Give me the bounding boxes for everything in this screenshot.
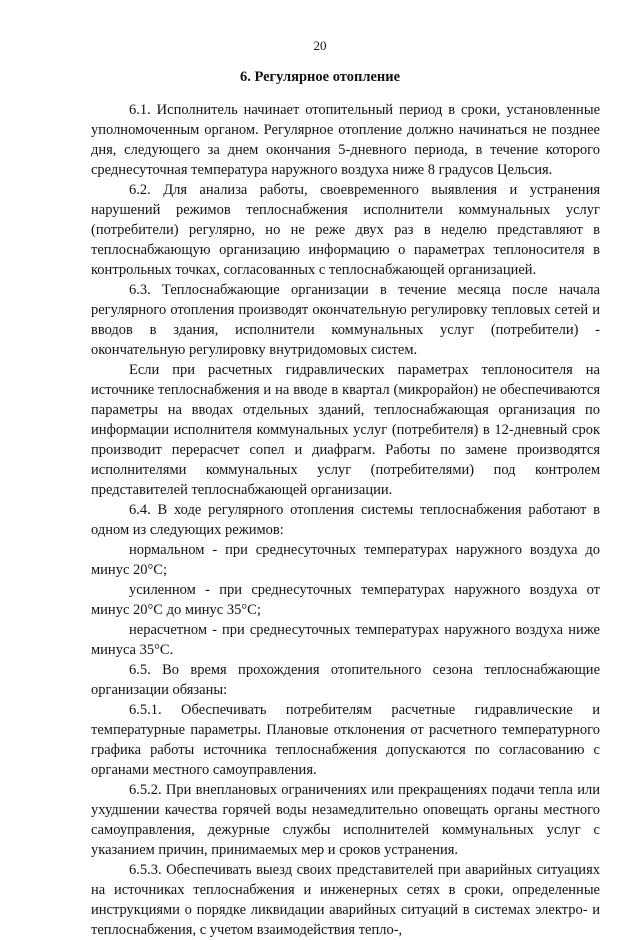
paragraph-6-5: 6.5. Во время прохождения отопительного сезона теплоснабжающие организации обязаны: — [91, 662, 600, 698]
paragraph-6-5-3: 6.5.3. Обеспечивать выезд своих представителей при аварийных ситуациях на источниках теплоснабжения и инженерных сетях в сроки, определенные инструкциями о порядке ликвидации аварийных ситуаций в системах электро- и теплоснабжения, с учетом взаимодействия тепло-, — [91, 862, 600, 938]
paragraph-6-4: 6.4. В ходе регулярного отопления системы теплоснабжения работают в одном из следующих режимов: — [91, 502, 600, 538]
paragraph-6-5-1: 6.5.1. Обеспечивать потребителям расчетные гидравлические и температурные параметры. Плановые отклонения от расчетного температурного графика работы источника теплоснабжения допускаются по согласованию с органами местного самоуправления. — [91, 702, 600, 778]
paragraph-6-1: 6.1. Исполнитель начинает отопительный период в сроки, установленные уполномоченным органом. Регулярное отопление должно начинаться не позднее дня, следующего за днем окончания 5-дневного периода, в течение которого среднесуточная температура наружного воздуха ниже 8 градусов Цельсия. — [91, 102, 600, 178]
body-text — [91, 100, 600, 940]
paragraph-6-3: 6.3. Теплоснабжающие организации в течение месяца после начала регулярного отопления производят окончательную регулировку тепловых сетей и вводов в здания, исполнители коммунальных услуг (потребители) - окончательную регулировку внутридомовых систем. — [91, 282, 600, 358]
paragraph-6-3-continued: Если при расчетных гидравлических параметрах теплоносителя на источнике теплоснабжения и на вводе в квартал (микрорайон) не обеспечиваются параметры на вводах отдельных зданий, теплоснабжающая организация по информации исполнителя коммунальных услуг (потребителя) в 12-дневный срок производит перерасчет сопел и диафрагм. Работы по замене производятся исполнителями коммунальных услуг (потребителями) под контролем представителей теплоснабжающей организации. — [91, 362, 600, 498]
mode-non-design: нерасчетном - при среднесуточных температурах наружного воздуха ниже минуса 35°С. — [91, 622, 600, 658]
mode-normal: нормальном - при среднесуточных температурах наружного воздуха до минус 20°С; — [91, 542, 600, 578]
page-number: 20 — [313, 38, 327, 53]
section-title: 6. Регулярное отопление — [239, 69, 401, 85]
paragraph-6-5-2: 6.5.2. При внеплановых ограничениях или прекращениях подачи тепла или ухудшении качества горячей воды незамедлительно оповещать органы местного самоуправления, дежурные службы исполнителей коммунальных услуг с указанием причин, принимаемых мер и сроков устранения. — [91, 782, 600, 858]
paragraph-6-2: 6.2. Для анализа работы, своевременного выявления и устранения нарушений режимов теплоснабжения исполнители коммунальных услуг (потребители) регулярно, но не реже двух раз в неделю представляют в теплоснабжающую организацию информацию о параметрах теплоносителя в контрольных точках, согласованных с теплоснабжающей организацией. — [91, 182, 600, 278]
mode-enhanced: усиленном - при среднесуточных температурах наружного воздуха от минус 20°С до минус 35°С; — [91, 582, 600, 618]
